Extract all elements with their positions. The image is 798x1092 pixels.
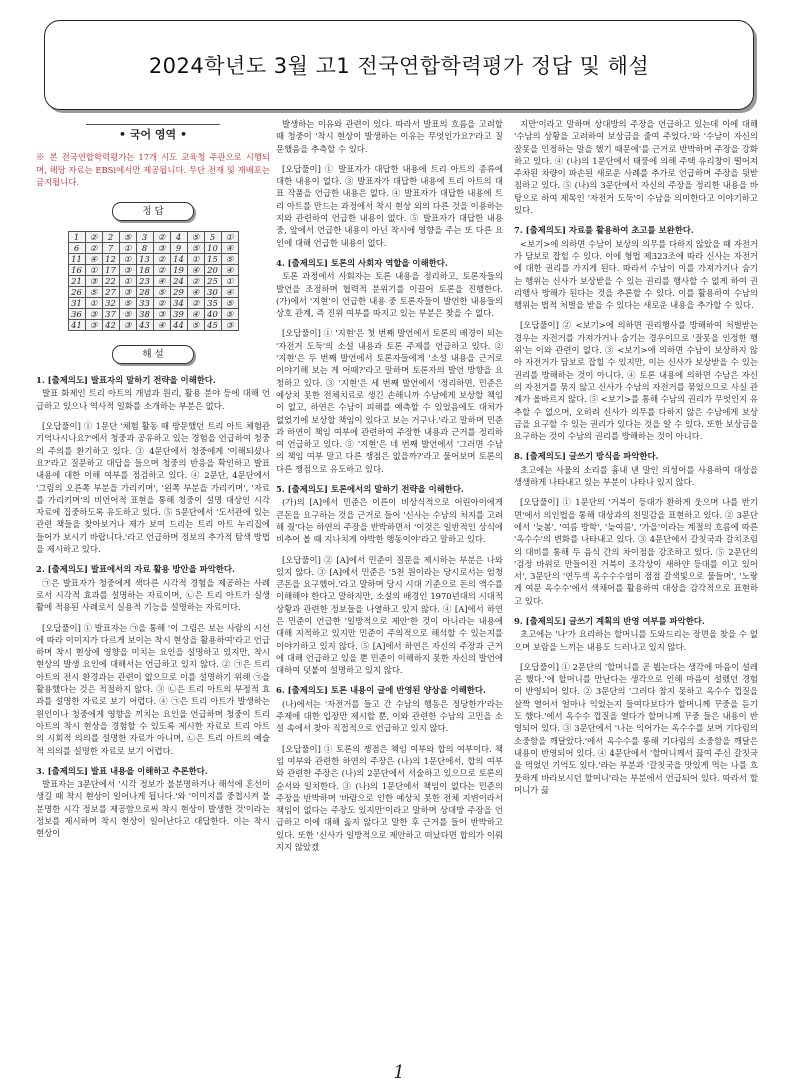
section-heading xyxy=(36,124,270,141)
answer-choice: ③ xyxy=(221,320,238,331)
question-number: 29 xyxy=(170,287,187,298)
answer-choice: ① xyxy=(85,265,102,276)
answer-choice: ② xyxy=(153,232,170,243)
answer-choice: ③ xyxy=(85,320,102,331)
answer-table xyxy=(68,231,239,331)
answer-choice: ③ xyxy=(119,320,136,331)
explanation-item xyxy=(276,743,503,854)
item-body: [오답풀이] ① 토론의 쟁점은 책임 여부와 합의 여부이다. 책임 여부와 관련한 하연의 주장은 (나)의 1문단에서, 합의 여부와 관련한 주장은 (나)의 2문단에서 서술하고 있으므로 토론의 순서와 일치한다. ③ (나)의 1문단에서 책임이 없다는 민준의 주장을 반박하며 '바람으로 인한 예상치 못한 전체 지변이라서 책임이 없다는 주장도 있지만'이라고 말하며 상대방 주장을 언급하고 이에 대해 옳지 않다고 말한 후 근거를 들어 반박하고 있다. 또한 '신사가 일방적으로 제안하고 떠났다면 합의가 이뤄지지 않았겠 xyxy=(276,743,503,853)
question-number: 40 xyxy=(204,309,221,320)
answer-choice: ② xyxy=(187,276,204,287)
answers-label: 정 답 xyxy=(112,202,194,221)
answer-choice: ② xyxy=(153,254,170,265)
answer-row xyxy=(68,243,238,254)
question-number: 17 xyxy=(102,265,119,276)
item-body: 발표 화제인 트리 아트의 개념과 원리, 활용 분야 등에 대해 언급하고 있으나 역사적 일화를 소개하는 부분은 없다. xyxy=(36,388,270,411)
question-number: 43 xyxy=(136,320,153,331)
title-box xyxy=(44,20,754,110)
answer-choice: ③ xyxy=(85,309,102,320)
explanation-item xyxy=(514,224,758,311)
explanations-col1 xyxy=(36,374,270,839)
explanations-col3 xyxy=(514,118,758,796)
question-number: 33 xyxy=(136,298,153,309)
question-number: 4 xyxy=(170,232,187,243)
question-number: 5 xyxy=(204,232,221,243)
item-heading: 2. [출제의도] 발표에서의 자료 활용 방안을 파악한다. xyxy=(36,564,235,575)
question-number: 41 xyxy=(68,320,85,331)
answer-row xyxy=(68,309,238,320)
explanation-item xyxy=(276,483,503,545)
explanation-item xyxy=(514,450,758,488)
answer-choice: ④ xyxy=(85,254,102,265)
answer-row xyxy=(68,265,238,276)
question-number: 34 xyxy=(170,298,187,309)
explanation-item xyxy=(36,622,270,757)
question-number: 10 xyxy=(204,243,221,254)
question-number: 2 xyxy=(102,232,119,243)
question-number: 38 xyxy=(136,309,153,320)
column-2 xyxy=(276,118,503,1068)
question-number: 42 xyxy=(102,320,119,331)
question-number: 45 xyxy=(204,320,221,331)
question-number: 28 xyxy=(136,287,153,298)
question-number: 11 xyxy=(68,254,85,265)
question-number: 22 xyxy=(102,276,119,287)
heading-rule xyxy=(86,124,220,125)
answer-choice: ③ xyxy=(153,243,170,254)
item-body: [오답풀이] ① 1문단의 '거북이 등대가 환하게 웃으며 나를 반기면'에서 의인법을 통해 대상과의 친밀감을 표현하고 있다. ② 3문단에서 '늦봄', '여름 방학', '늦여름', '가을'이라는 계절의 흐름에 따른 '옥수수'의 변화를 나타내고 있다. ③ 4문단에서 갈칫국과 갈치조림의 대비를 통해 두 음식 간의 차이점을 강조하고 있다. ⑤ 2문단의 '검정 바위로 만들어진 거북이 조각상이 새하얀 등대를 이고 있어서', 3문단의 '연두색 옥수수수염이 점점 갈색빛으로 물들며', '노랗게 여문 옥수수'에서 색채어를 활용하여 대상을 감각적으로 표현하고 있다. xyxy=(514,497,758,606)
item-heading: 5. [출제의도] 토론에서의 말하기 전략을 이해한다. xyxy=(276,484,464,495)
explanation-item xyxy=(514,118,758,216)
question-number: 14 xyxy=(170,254,187,265)
answer-choice: ④ xyxy=(221,243,238,254)
answer-choice: ③ xyxy=(119,287,136,298)
question-number: 20 xyxy=(204,265,221,276)
item-body: 지만'이라고 말하며 상대방의 주장을 언급하고 있는데 이에 대해 '수남의 상황을 고려하여 보상금을 줄여 주었다.'와 '수남이 자신의 잘못을 인정하는 말을 했기 때문에'를 근거로 반박하며 주장을 강화하고 있다. ④ (나)의 1문단에서 태풍에 의해 주택 유리창이 떨어져 주차된 차량이 파손된 새로운 사례를 추가로 언급하며 주장을 뒷받침하고 있다. ⑤ (나)의 3문단에서 자신의 주장을 정리한 내용을 바탕으로 하여 제목인 '자전거 도둑'이 수남을 의미한다고 이야기하고 있다. xyxy=(514,119,758,216)
explanation-item xyxy=(36,374,270,412)
answer-choice: ③ xyxy=(119,265,136,276)
answer-choice: ④ xyxy=(187,265,204,276)
explanation-item xyxy=(276,163,503,249)
item-body: ㉠은 발표자가 청중에게 색다른 시각적 경험을 제공하는 사례로서 시각적 효과를 설명하는 자료이며, ㉡은 트리 아트가 실생활에 적용된 사례로서 실용적 기능을 설명하는 자료이다. xyxy=(36,577,270,613)
item-body: [오답풀이] ② [A]에서 민준이 질문을 제시하는 부분은 나와 있지 않다. ③ [A]에서 민준은 '5천 원이라는 당시로서는 엄청 큰돈을 요구했어.'라고 말하며 당시 시대 기준으로 돈의 액수를 이해해야 한다고 말하지만, 소설의 배경인 1970년대의 시대적 상황과 관련한 정보들을 나열하고 있지 않다. ④ [A]에서 하연은 민준이 언급한 '일방적으로 제안'한 것이 아니라는 내용에 대해 지적하고 있지만 민준이 주의적으로 해석할 수 있는지를 이야기하고 있지 않다. ⑤ [A]에서 하연은 자신의 주장과 근거에 대해 언급하고 있을 뿐 민준이 이해하지 못한 자신의 발언에 대하여 덧붙여 설명하고 있지 않다. xyxy=(276,554,503,676)
item-heading: 7. [출제의도] 자료를 활용하여 초고를 보완한다. xyxy=(514,225,694,236)
answer-choice: ② xyxy=(85,243,102,254)
answer-choice: ① xyxy=(85,298,102,309)
item-body: [오답풀이] ② <보기>에 의하면 권리행사를 방해하여 처벌받는 경우는 자전거를 가져가거나 숨기는 경우이므로 '잘못을 인정한 행위'는 이와 관련이 없다. ③ <보기>에 의하면 수남이 보상하지 않아 자전거가 담보로 잡힐 수 있지만, 이는 신사가 보상받을 수 있는 권리를 방해하는 것이 아니다. ④ 토론 내용에 의하면 수남은 자신의 자전거를 묶지 않고 신사가 수남의 자전거를 묶었으므로 사실 관계가 올바르지 않다. ⑤ <보기>를 통해 수남의 권리가 무엇인지 유추할 수 없으며, 오히려 신사가 의무를 다하지 않은 수남에게 보상금을 요구할 수 있는 권리가 있다는 것을 알 수 있다. 또한 보상금을 요구하는 것이 수남의 권리를 방해하는 것이 아니다. xyxy=(514,320,758,442)
explanation-item xyxy=(36,420,270,555)
item-body: 초고에는 '나'가 요리하는 할머니를 도와드리는 장면을 찾을 수 없으며 보람을 느끼는 내용도 드러나고 있지 않다. xyxy=(514,629,758,652)
answer-choice: ④ xyxy=(187,309,204,320)
item-heading: 4. [출제의도] 토론의 사회자 역할을 이해한다. xyxy=(276,257,448,268)
item-heading: 6. [출제의도] 토론 내용이 글에 반영된 양상을 이해한다. xyxy=(276,685,486,696)
answer-choice: ⑤ xyxy=(221,298,238,309)
question-number: 3 xyxy=(136,232,153,243)
question-number: 13 xyxy=(136,254,153,265)
question-number: 27 xyxy=(102,287,119,298)
explanation-item xyxy=(514,661,758,796)
answer-row xyxy=(68,276,238,287)
explanations-col2 xyxy=(276,118,503,853)
explanation-item xyxy=(276,327,503,475)
answer-choice: ① xyxy=(119,254,136,265)
item-heading: 9. [출제의도] 글쓰기 계획의 반영 여부를 파악한다. xyxy=(514,615,705,626)
answer-choice: ⑤ xyxy=(221,309,238,320)
question-number: 30 xyxy=(204,287,221,298)
item-body: [오답풀이] ① 발표자는 ㉠을 통해 '이 그림은 보는 사람의 시선에 따라 이미지가 다르게 보이는 착시 현상을 활용하여'라고 언급하며 착시 현상에 영향을 미치는 요인을 설명하고 있지만, 착시 현상의 발생 요인에 대해서는 언급하고 있지 않다. ② ㉠은 트리 아트의 전시 환경과는 관련이 없으므로 이를 설명하기 위해 ㉠을 활용했다는 것은 적절하지 않다. ③ ㉡은 트리 아트의 부정적 효과를 설명한 자료로 보기 어렵다. ④ ㉠은 트리 아트가 발생하는 원인이나 청중에게 영향을 끼치는 요인을 언급하며 청중이 트리 아트의 착시 현상을 경험할 수 있도록 제시한 자료로 트리 아트의 시회적 의의를 설명한 자료가 아니며, ㉡은 트리 아트의 예술적 의의를 설명한 자료로 보기 어렵다. xyxy=(36,622,270,756)
item-body: 발표자는 3문단에서 '시각 정보가 불분명하거나 해석에 혼선이 생길 때 착시 현상이 일어나게 됩니다.'와 '이미지를 중첩시켜 불분명한 시각 정보를 제공함으로써 착시 현상이 발생한 것'이라는 정보를 제시하며 착시 현상이 일어난다고 대답한다. 이는 착시 현상이 xyxy=(36,779,270,839)
answer-choice: ⑤ xyxy=(119,232,136,243)
answer-row xyxy=(68,287,238,298)
question-number: 23 xyxy=(136,276,153,287)
copyright-notice: ※ 본 전국연합학력평가는 17개 시도 교육청 주관으로 시행되며, 해당 자료는 EBSi에서만 제공됩니다. 무단 전재 및 재배포는 금지됩니다. xyxy=(36,152,270,187)
question-number: 16 xyxy=(68,265,85,276)
question-number: 36 xyxy=(68,309,85,320)
item-body: (나)에서는 '자전거를 들고 간 수남의 행동은 정당한가'라는 주제에 대한 입장만 제시할 뿐, 이와 관련한 수남의 고민을 소설 속에서 찾아 직접적으로 언급하고 있지 않다. xyxy=(276,698,503,734)
item-heading: 8. [출제의도] 글쓰기 방식을 파악한다. xyxy=(514,451,659,462)
answer-row xyxy=(68,298,238,309)
explanation-item xyxy=(514,496,758,607)
answer-choice: ④ xyxy=(187,287,204,298)
answer-choice: ① xyxy=(119,243,136,254)
question-number: 21 xyxy=(68,276,85,287)
answer-choice: ⑤ xyxy=(187,320,204,331)
answer-choice: ④ xyxy=(221,287,238,298)
question-number: 8 xyxy=(136,243,153,254)
question-number: 26 xyxy=(68,287,85,298)
page-title: 2024학년도 3월 고1 전국연합학력평가 정답 및 해설 xyxy=(148,54,650,78)
answer-choice: ⑤ xyxy=(221,254,238,265)
answer-choice: ② xyxy=(153,265,170,276)
item-body: 초고에는 사물의 소리를 흉내 낸 말인 의성어를 사용하여 대상을 생생하게 나타내고 있는 부분이 나타나 있지 않다. xyxy=(514,464,758,488)
question-number: 37 xyxy=(102,309,119,320)
question-number: 12 xyxy=(102,254,119,265)
question-number: 24 xyxy=(170,276,187,287)
answer-choice: ② xyxy=(187,298,204,309)
answer-row xyxy=(68,232,238,243)
page-number: 1 xyxy=(393,1062,405,1083)
answer-row xyxy=(68,320,238,331)
answer-choice: ① xyxy=(187,254,204,265)
explanation-item xyxy=(276,684,503,734)
answer-choice: ④ xyxy=(221,265,238,276)
question-number: 35 xyxy=(204,298,221,309)
question-number: 25 xyxy=(204,276,221,287)
question-number: 31 xyxy=(68,298,85,309)
answer-choice: ⑤ xyxy=(85,287,102,298)
explanation-item xyxy=(514,615,758,653)
answer-choice: ⑤ xyxy=(119,309,136,320)
question-number: 19 xyxy=(170,265,187,276)
column-3 xyxy=(514,118,758,1068)
column-1 xyxy=(36,118,270,1068)
answer-row xyxy=(68,254,238,265)
question-number: 18 xyxy=(136,265,153,276)
question-number: 44 xyxy=(170,320,187,331)
item-body: 토론 과정에서 사회자는 토론 내용을 정리하고, 토론자들의 발언을 조정하며 협력적 분위기를 이끌어 토론을 진행한다. (가)에서 '지현'이 언급한 내용 중 토론자들이 발언한 내용들의 상호 관계, 즉 진위 여부를 따지고 있는 부분은 찾을 수 없다. xyxy=(276,271,503,319)
explanation-item xyxy=(514,319,758,442)
item-body: [오답풀이] ① 2문단의 '할머니를 곧 뵙는다는 생각에 마음이 설레곤 했다.'에 할머니를 만난다는 생각으로 인해 마음이 설렜던 경험이 반영되어 있다. ② 3문단의 '그러다 참지 못하고 옥수수 껍질을 살짝 열어서 얼마나 익었는지 들여다보다가 할머니께 꾸중을 듣기도 했다.'에서 옥수수 껍질을 열다가 할머니께 꾸중 들은 내용이 반영되어 있다. ③ 3문단에서 '나는 익어가는 옥수수를 보며 기다림의 소중함을 깨달았다.'에서 옥수수를 통해 기다림의 소중함을 깨달은 내용이 반영되어 있다. ④ 4문단에서 '할머니께서 끓여 주신 갈칫국을 먹었던 기억도 있다.'라는 부분과 '갈칫국을 맛있게 먹는 나를 흐뭇하게 바라보시던 할머니'라는 부분에서 언급되어 있다. 따라서 할머니가 끓 xyxy=(514,661,758,795)
question-number: 9 xyxy=(170,243,187,254)
answer-choice: ② xyxy=(85,232,102,243)
explanation-item xyxy=(276,554,503,677)
answer-choice: ① xyxy=(221,232,238,243)
question-number: 39 xyxy=(170,309,187,320)
answer-choice: ⑤ xyxy=(119,298,136,309)
question-number: 7 xyxy=(102,243,119,254)
answer-choice: ⑤ xyxy=(153,287,170,298)
answer-choice: ⑤ xyxy=(187,232,204,243)
explanation-item xyxy=(276,118,503,155)
answer-choice: ③ xyxy=(85,276,102,287)
answer-choice: ① xyxy=(119,276,136,287)
item-heading: 1. [출제의도] 발표자의 말하기 전략을 이해한다. xyxy=(36,375,216,386)
question-number: 32 xyxy=(102,298,119,309)
section-title: • 국어 영역 • xyxy=(118,128,188,141)
question-number: 6 xyxy=(68,243,85,254)
question-number: 15 xyxy=(204,254,221,265)
explanation-item xyxy=(36,563,270,613)
item-heading: 3. [출제의도] 발표 내용을 이해하고 추론한다. xyxy=(36,765,208,776)
item-body: 발생하는 이유와 관련이 있다. 따라서 발표의 흐름을 고려할 때 청중이 '착시 현상이 발생하는 이유는 무엇인가요?'라고 질문했음을 추측할 수 있다. xyxy=(276,119,503,154)
answer-choice: ④ xyxy=(153,276,170,287)
explanation-item xyxy=(276,257,503,319)
item-body: [오답풀이] ① '지현'은 첫 번째 발언에서 토론의 배경이 되는 '자전거 도둑'의 소설 내용과 토론 주제를 언급하고 있다. ② '지현'은 두 번째 발언에서 토론자들에게 '소설 내용을 근거로 이야기해 보는 게 어때?'라고 말하며 토론자의 발언 방향을 요청하고 있다. ③ '지현'은 세 번째 발언에서 '정리하면, 민준은 예상치 못한 전체치료로 생긴 손해니까 수남에게 보상할 책임이 없고, 하연은 수남이 피해를 예측할 수 있었음에도 대처가 없었기에 보상할 책임이 있다고 보는 거구나.'라고 말하며 민준과 하연이 책임 여부에 관련하여 주장한 내용과 근거를 정리하여 언급하고 있다. ⑤ '지현'은 네 번째 발언에서 '그러면 수남의 책임 여부 말고 다른 쟁점은 없을까?'라고 물어보며 토론의 다른 쟁점으로 유도하고 있다. xyxy=(276,328,503,474)
item-body: [오답풀이] ① 1문단 '체험 활동 때 방문했던 트리 아트 체험관 기억나시나요?'에서 청중과 공유하고 있는 경험을 언급하여 청중의 주의를 환기하고 있다. ③ 4문단에서 청중에게 '이해되셨나요?'라고 질문하고 대답을 들으며 청중의 반응을 확인하고 발표 내용에 대한 이해 여부를 점검하고 있다. ④ 2문단, 4문단에서 '그림의 오른쪽 부분을 가리키며', '왼쪽 부분을 가리키며', '자료를 가리키며'의 비언어적 표현을 통해 청중이 설명 대상인 시각 자료에 집중하도록 유도하고 있다. ⑤ 5문단에서 '도서관에 있는 관련 책들을 찾아보거나 제가 보여 드리는 트리 아트 누리집에 들어가 보시기 바랍니다.'라고 언급하며 정보의 추가적 탐색 방법을 제시하고 있다. xyxy=(36,421,270,555)
item-body: [오답풀이] ① 발표자가 대답한 내용에 트리 아트의 종류에 대한 내용이 없다. ③ 발표자가 대답한 내용에 트리 아트의 대표 작품을 언급한 내용은 없다. ④ 발표자가 대답한 내용에 트리 아트를 만드는 과정에서 착시 현상 외의 다른 것을 이용하는지와 관련하여 언급한 내용이 없다. ⑤ 발표자가 대답한 내용 중, 앞에서 언급한 내용이 아닌 착시에 영향을 주는 또 다른 요인에 대해 언급한 내용이 없다. xyxy=(276,163,503,248)
answer-choice: ③ xyxy=(153,309,170,320)
explanation-item xyxy=(36,765,270,840)
question-number: 1 xyxy=(68,232,85,243)
answer-choice: ② xyxy=(153,298,170,309)
answer-choice: ④ xyxy=(153,320,170,331)
answer-choice: ⑤ xyxy=(187,243,204,254)
explanation-label: 해 설 xyxy=(112,345,194,364)
item-body: <보기>에 의하면 수남이 보상의 의무를 다하지 않았을 때 자전거가 담보로 잡힐 수 있다. 이에 형법 제323조에 따라 신사는 자전거에 대한 권리를 가지게 된다. 따라서 수남이 이를 가져가거나 숨기는 행위는 신사가 보상받을 수 있는 권리를 행사할 수 없게 하여 권리행사 방해가 된다는 것을 추론할 수 있다. 이를 활용하여 수남의 행위는 법적 처벌을 받을 수 있다는 새로운 내용을 추가할 수 있다. xyxy=(514,238,758,311)
answer-choice: ① xyxy=(221,276,238,287)
item-body: (가)의 [A]에서 민준은 이른이 비상식적으로 어린아이에게 큰돈을 요구하는 것을 근거로 들어 '신사는 수남의 처지를 고려해 줬'다는 하연의 주장을 반박하면서 '이것은 일반적인 상식에 비추어 볼 때 지나치게 야박한 행동이야'라고 말하고 있다. xyxy=(276,497,503,545)
